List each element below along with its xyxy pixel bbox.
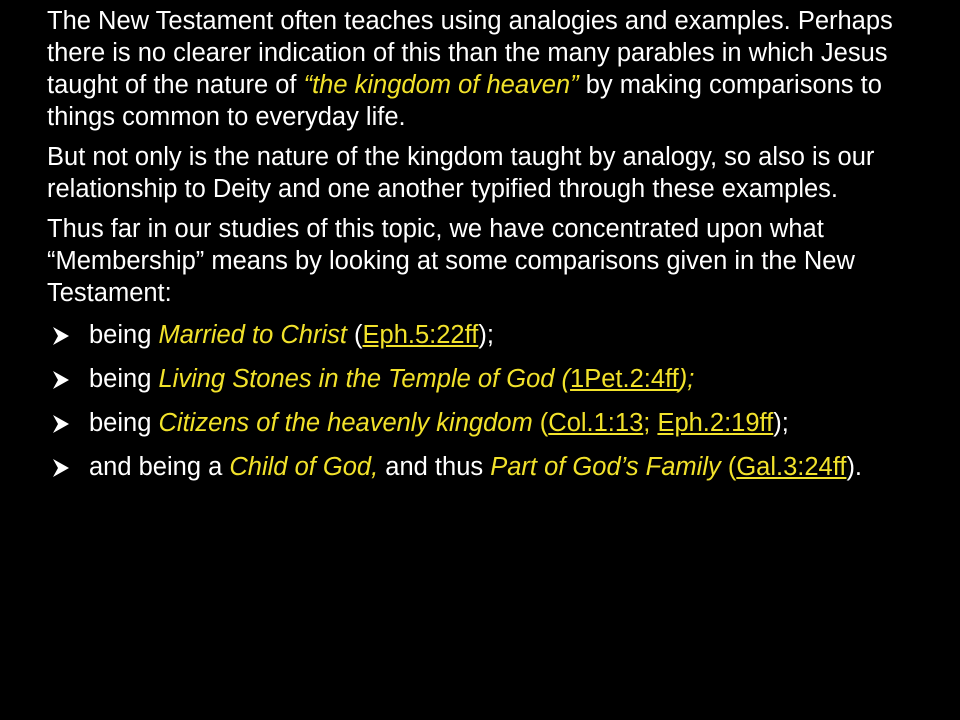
arrowhead-bullet-icon [51, 451, 75, 483]
text-run: and thus [378, 453, 491, 481]
text-run-highlight: ( [532, 409, 549, 437]
list-item [47, 407, 947, 439]
text-run-highlight: Child of God, [229, 453, 379, 481]
slide-content [47, 5, 947, 495]
text-run: ); [478, 321, 494, 349]
text-run: But not only is the nature of the kingdom taught by analogy, so also is our relationship to Deity and one another typified through these examples. [47, 143, 875, 203]
text-run: being [89, 365, 159, 393]
text-run: ( [346, 321, 363, 349]
text-run-highlight: ); [678, 365, 695, 393]
text-run-highlight: ; [643, 409, 658, 437]
scripture-link[interactable]: Gal.3:24ff [736, 453, 847, 481]
text-run: ); [773, 409, 789, 437]
scripture-link[interactable]: Col.1:13 [548, 409, 644, 437]
text-run: Thus far in our studies of this topic, we have concentrated upon what “Membership” means by looking at some comparisons given in the New Testament: [47, 215, 855, 307]
text-run-highlight: ( [720, 453, 737, 481]
text-run: ). [846, 453, 863, 481]
text-run: The New Testament often teaches using analogies and examples. Perhaps there is no clearer indication of this than the many parables in which Jesus taught of the nature of [47, 7, 893, 99]
text-run-highlight: Living Stones in the Temple of God ( [158, 365, 571, 393]
scripture-link[interactable]: Eph.5:22ff [362, 321, 479, 349]
list-item [47, 363, 947, 395]
list-item [47, 451, 947, 483]
text-run-highlight: Part of God’s Family [490, 453, 721, 481]
comparison-list [47, 319, 947, 483]
text-run-highlight: “the kingdom of heaven” [303, 71, 579, 99]
paragraph-3 [47, 213, 947, 309]
paragraph-2 [47, 141, 947, 205]
list-item [47, 319, 947, 351]
text-run: being [89, 409, 159, 437]
paragraph-1 [47, 5, 947, 133]
scripture-link[interactable]: 1Pet.2:4ff [570, 365, 679, 393]
text-run: and being a [89, 453, 230, 481]
text-run-highlight: Citizens of the heavenly kingdom [158, 409, 533, 437]
text-run: being [89, 321, 159, 349]
arrowhead-bullet-icon [51, 319, 75, 351]
arrowhead-bullet-icon [51, 363, 75, 395]
arrowhead-bullet-icon [51, 407, 75, 439]
text-run: by making comparisons to things common to everyday life. [47, 71, 882, 131]
scripture-link[interactable]: Eph.2:19ff [657, 409, 774, 437]
text-run-highlight: Married to Christ [158, 321, 347, 349]
